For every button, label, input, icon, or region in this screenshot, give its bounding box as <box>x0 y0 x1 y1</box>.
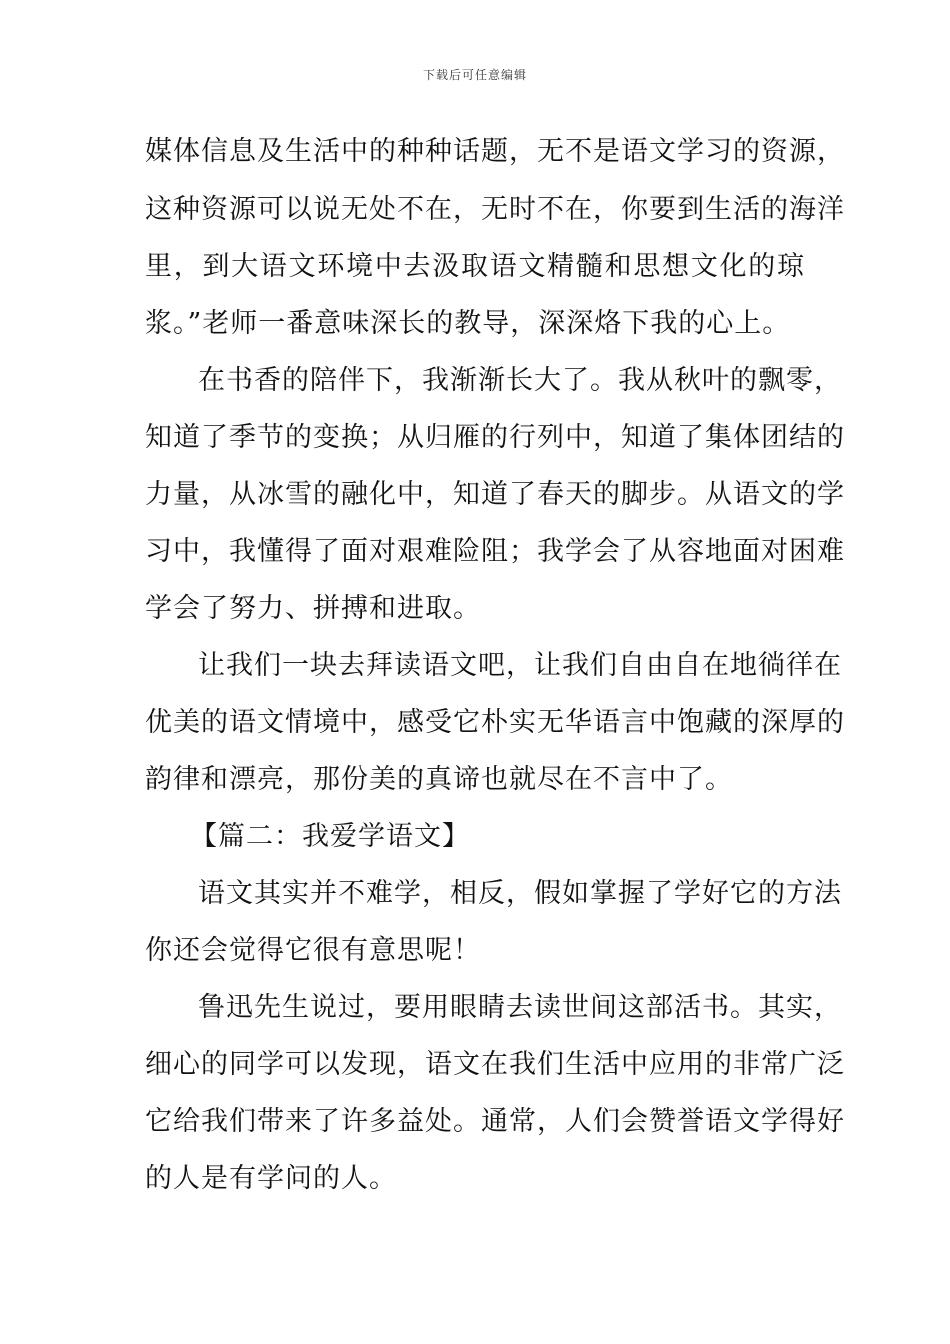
text-line: 浆。”老师一番意味深长的教导，深深烙下我的心上。 <box>145 308 791 339</box>
page-header: 下载后可任意编辑 <box>422 68 527 82</box>
text-line: 优美的语文情境中，感受它朴实无华语言中饱藏的深厚的 <box>145 707 845 738</box>
text-line: 知道了季节的变换；从归雁的行列中，知道了集体团结的 <box>145 422 845 453</box>
text-line: 韵律和漂亮，那份美的真谛也就尽在不言中了。 <box>145 764 733 795</box>
text-line: 学会了努力、拼搏和进取。 <box>145 593 481 624</box>
text-line: 的人是有学问的人。 <box>145 1163 397 1194</box>
text-line: 习中，我懂得了面对艰难险阻；我学会了从容地面对困难 <box>145 536 845 567</box>
text-line: 你还会觉得它很有意思呢！ <box>145 935 481 966</box>
text-line: 这种资源可以说无处不在，无时不在，你要到生活的海洋 <box>145 194 845 225</box>
paragraph-first-line: 语文其实并不难学，相反，假如掌握了学好它的方法 <box>198 878 842 909</box>
paragraph-first-line: 在书香的陪伴下，我渐渐长大了。我从秋叶的飘零， <box>198 365 842 396</box>
text-line: 力量，从冰雪的融化中，知道了春天的脚步。从语文的学 <box>145 479 845 510</box>
text-line: 它给我们带来了许多益处。通常，人们会赞誉语文学得好 <box>145 1106 845 1137</box>
paragraph-first-line: 让我们一块去拜读语文吧，让我们自由自在地徜徉在 <box>198 650 842 681</box>
text-line: 细心的同学可以发现，语文在我们生活中应用的非常广泛 <box>145 1049 845 1080</box>
text-line: 媒体信息及生活中的种种话题，无不是语文学习的资源， <box>145 136 845 167</box>
paragraph-first-line: 鲁迅先生说过，要用眼睛去读世间这部活书。其实， <box>198 992 842 1023</box>
section-heading: 【篇二：我爱学语文】 <box>190 821 470 852</box>
text-line: 里，到大语文环境中去汲取语文精髓和思想文化的琼 <box>145 251 805 282</box>
